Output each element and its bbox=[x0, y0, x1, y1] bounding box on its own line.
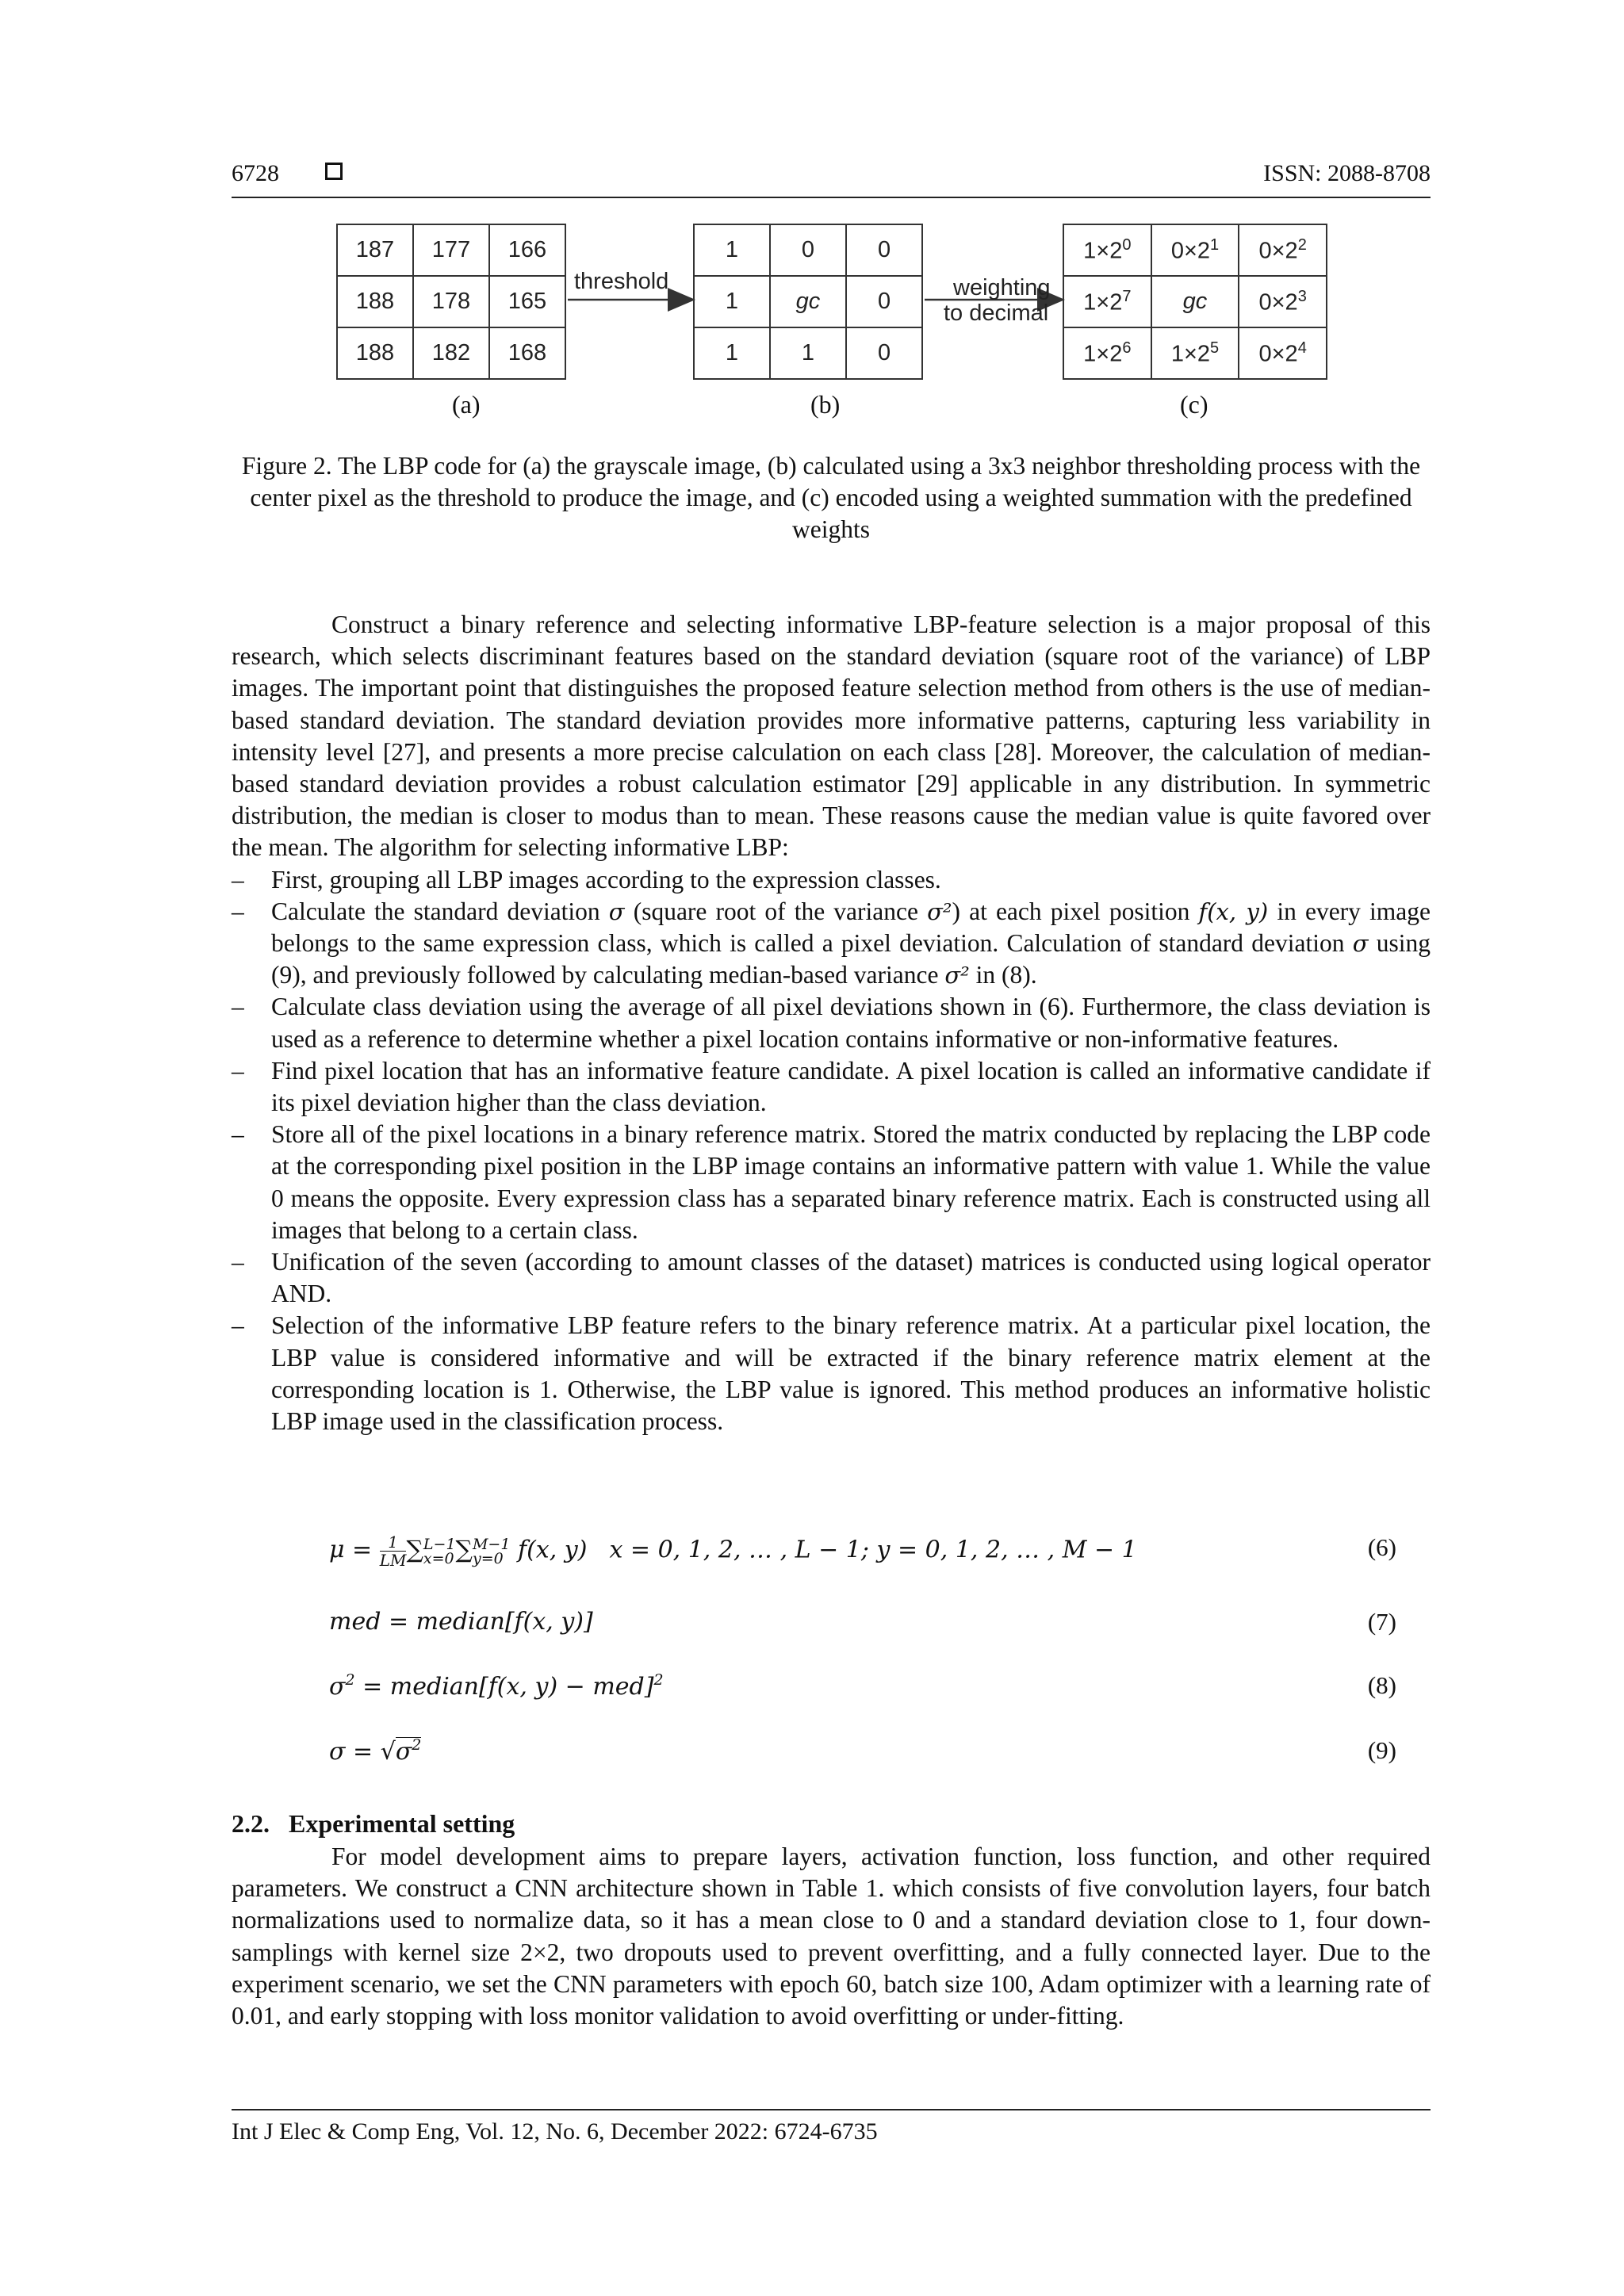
page-number: 6728 bbox=[232, 160, 279, 186]
equation-8-expression: $\sigma^2$ = median[f(x, y) − med]$^2$ bbox=[329, 1671, 664, 1701]
to-decimal-label: to decimal bbox=[944, 300, 1049, 326]
footer-rule bbox=[232, 2109, 1431, 2110]
list-item: – Calculate class deviation using the average of all pixel deviations shown in (6). Furthermore, the class deviation is used as a reference to determine whether a pixel location contains informative or non-informative features. bbox=[232, 991, 1431, 1054]
sub-label-b: (b) bbox=[810, 390, 841, 419]
list-item: – Unification of the seven (according to amount classes of the dataset) matrices is conducted using logical operator AND. bbox=[232, 1246, 1431, 1310]
grid-c-cell: $1\times 2^0$ bbox=[1063, 224, 1151, 276]
grid-c-cell: $0\times 2^3$ bbox=[1239, 276, 1327, 327]
grid-c-center-cell: gc bbox=[1151, 276, 1239, 327]
equation-6 bbox=[329, 1533, 1396, 1573]
grid-c-cell: $0\times 2^2$ bbox=[1239, 224, 1327, 276]
grid-c-cell: $0\times 2^1$ bbox=[1151, 224, 1239, 276]
equation-8 bbox=[329, 1671, 1396, 1711]
section-body bbox=[232, 1841, 1431, 2032]
grid-a-cell: 182 bbox=[413, 327, 489, 379]
section-heading: 2.2. Experimental setting bbox=[232, 1809, 515, 1838]
paragraph: Construct a binary reference and selecting informative LBP-feature selection is a major proposal of this research, which selects discriminant features based on the standard deviation (square root of the variance) of LBP images. The important point that distinguishes the proposed feature selection method from others is the use of median-based standard deviation. The standard deviation provides more informative patterns, capturing less variability in intensity level [27], and presents a more precise calculation on each class [28]. Moreover, the calculation of median-based standard deviation provides a robust calculation estimator [29] applicable in any distribution. In symmetric distribution, the median is closer to modus than to mean. These reasons cause the median value is quite favored over the mean. The algorithm for selecting informative LBP: bbox=[232, 610, 1431, 862]
algorithm-list bbox=[232, 864, 1431, 1438]
equation-6-expression: μ = $\frac{1}{LM}$ ∑ L−1 x=0 ∑ M−1 y=0 f(x, y) x = 0, 1, 2, … , L − 1; y = 0, 1, 2, … , M − 1 bbox=[329, 1533, 1137, 1570]
grid-b-cell: 1 bbox=[694, 327, 770, 379]
grid-a-cell: 187 bbox=[337, 224, 413, 276]
body-section bbox=[232, 609, 1431, 1437]
equation-9 bbox=[329, 1736, 1396, 1776]
grid-a-cell: 188 bbox=[337, 327, 413, 379]
list-item: – Calculate the standard deviation σ (square root of the variance σ²) at each pixel position f(x, y) in every image belongs to the same expression class, which is called a pixel deviation. Calculation of standard deviation σ using (9), and previously followed by calculating median-based variance σ² in (8). bbox=[232, 896, 1431, 992]
equation-number: (6) bbox=[1367, 1533, 1396, 1561]
grid-b-cell: 1 bbox=[770, 327, 846, 379]
grid-b-cell: 0 bbox=[770, 224, 846, 276]
equation-9-expression: $\sigma = √\sigma^2$ bbox=[329, 1736, 422, 1766]
sub-label-a: (a) bbox=[452, 390, 481, 419]
equation-7-expression: med = median[f(x, y)] bbox=[329, 1608, 593, 1636]
grid-c-cell: $0\times 2^4$ bbox=[1239, 327, 1327, 379]
grid-a-cell: 177 bbox=[413, 224, 489, 276]
grid-a-cell: 168 bbox=[489, 327, 565, 379]
grid-b-cell: 0 bbox=[846, 327, 922, 379]
list-item: – First, grouping all LBP images according to the expression classes. bbox=[232, 864, 1431, 896]
weighting-label: weighting bbox=[953, 275, 1051, 300]
grid-b-cell: 0 bbox=[846, 276, 922, 327]
grid-b-center-cell: gc bbox=[770, 276, 846, 327]
grid-a-cell: 188 bbox=[337, 276, 413, 327]
figure-caption: Figure 2. The LBP code for (a) the grayscale image, (b) calculated using a 3x3 neighbor thresholding process with the center pixel as the threshold to produce the image, and (c) encoded using a weighted summation with the predefined weights bbox=[241, 452, 1421, 543]
footer-citation: Int J Elec & Comp Eng, Vol. 12, No. 6, December 2022: 6724-6735 bbox=[232, 2118, 878, 2145]
issn: ISSN: 2088-8708 bbox=[1263, 160, 1431, 186]
list-item: – Store all of the pixel locations in a binary reference matrix. Stored the matrix conducted by replacing the LBP code at the corresponding pixel position in the LBP image contains an informative pattern with value 1. While the value 0 means the opposite. Every expression class has a separated binary reference matrix. Each is constructed using all images that belong to a certain class. bbox=[232, 1119, 1431, 1246]
grid-c-cell: $1\times 2^6$ bbox=[1063, 327, 1151, 379]
threshold-label: threshold bbox=[574, 269, 669, 294]
list-item: – Find pixel location that has an informative feature candidate. A pixel location is called an informative candidate if its pixel deviation higher than the class deviation. bbox=[232, 1055, 1431, 1119]
grid-b-cell: 0 bbox=[846, 224, 922, 276]
grid-a-cell: 165 bbox=[489, 276, 565, 327]
equation-7 bbox=[329, 1608, 1396, 1647]
equation-number: (8) bbox=[1367, 1671, 1396, 1699]
equation-number: (7) bbox=[1367, 1608, 1396, 1636]
equation-number: (9) bbox=[1367, 1736, 1396, 1764]
paragraph: For model development aims to prepare layers, activation function, loss function, and other required parameters. We construct a CNN architecture shown in Table 1. which consists of five convolution layers, four batch normalizations used to normalize data, so it has a mean close to 0 and a standard deviation close to 1, four down-samplings with kernel size 2×2, two dropouts used to prevent overfitting, and a fully connected layer. Due to the experiment scenario, we set the CNN parameters with epoch 60, batch size 100, Adam optimizer with a learning rate of 0.01, and early stopping with loss monitor validation to avoid overfitting or under-fitting. bbox=[232, 1843, 1431, 2030]
list-item: – Selection of the informative LBP feature refers to the binary reference matrix. At a particular pixel location, the LBP value is considered informative and will be extracted if the binary reference matrix element at the corresponding location is 1. Otherwise, the LBP value is ignored. This method produces an informative holistic LBP image used in the classification process. bbox=[232, 1310, 1431, 1437]
grid-a-cell: 166 bbox=[489, 224, 565, 276]
sub-label-c: (c) bbox=[1180, 390, 1208, 419]
grid-b-cell: 1 bbox=[694, 224, 770, 276]
grid-b-cell: 1 bbox=[694, 276, 770, 327]
grid-a-cell: 178 bbox=[413, 276, 489, 327]
grid-c-cell: $1\times 2^7$ bbox=[1063, 276, 1151, 327]
grid-c-cell: $1\times 2^5$ bbox=[1151, 327, 1239, 379]
